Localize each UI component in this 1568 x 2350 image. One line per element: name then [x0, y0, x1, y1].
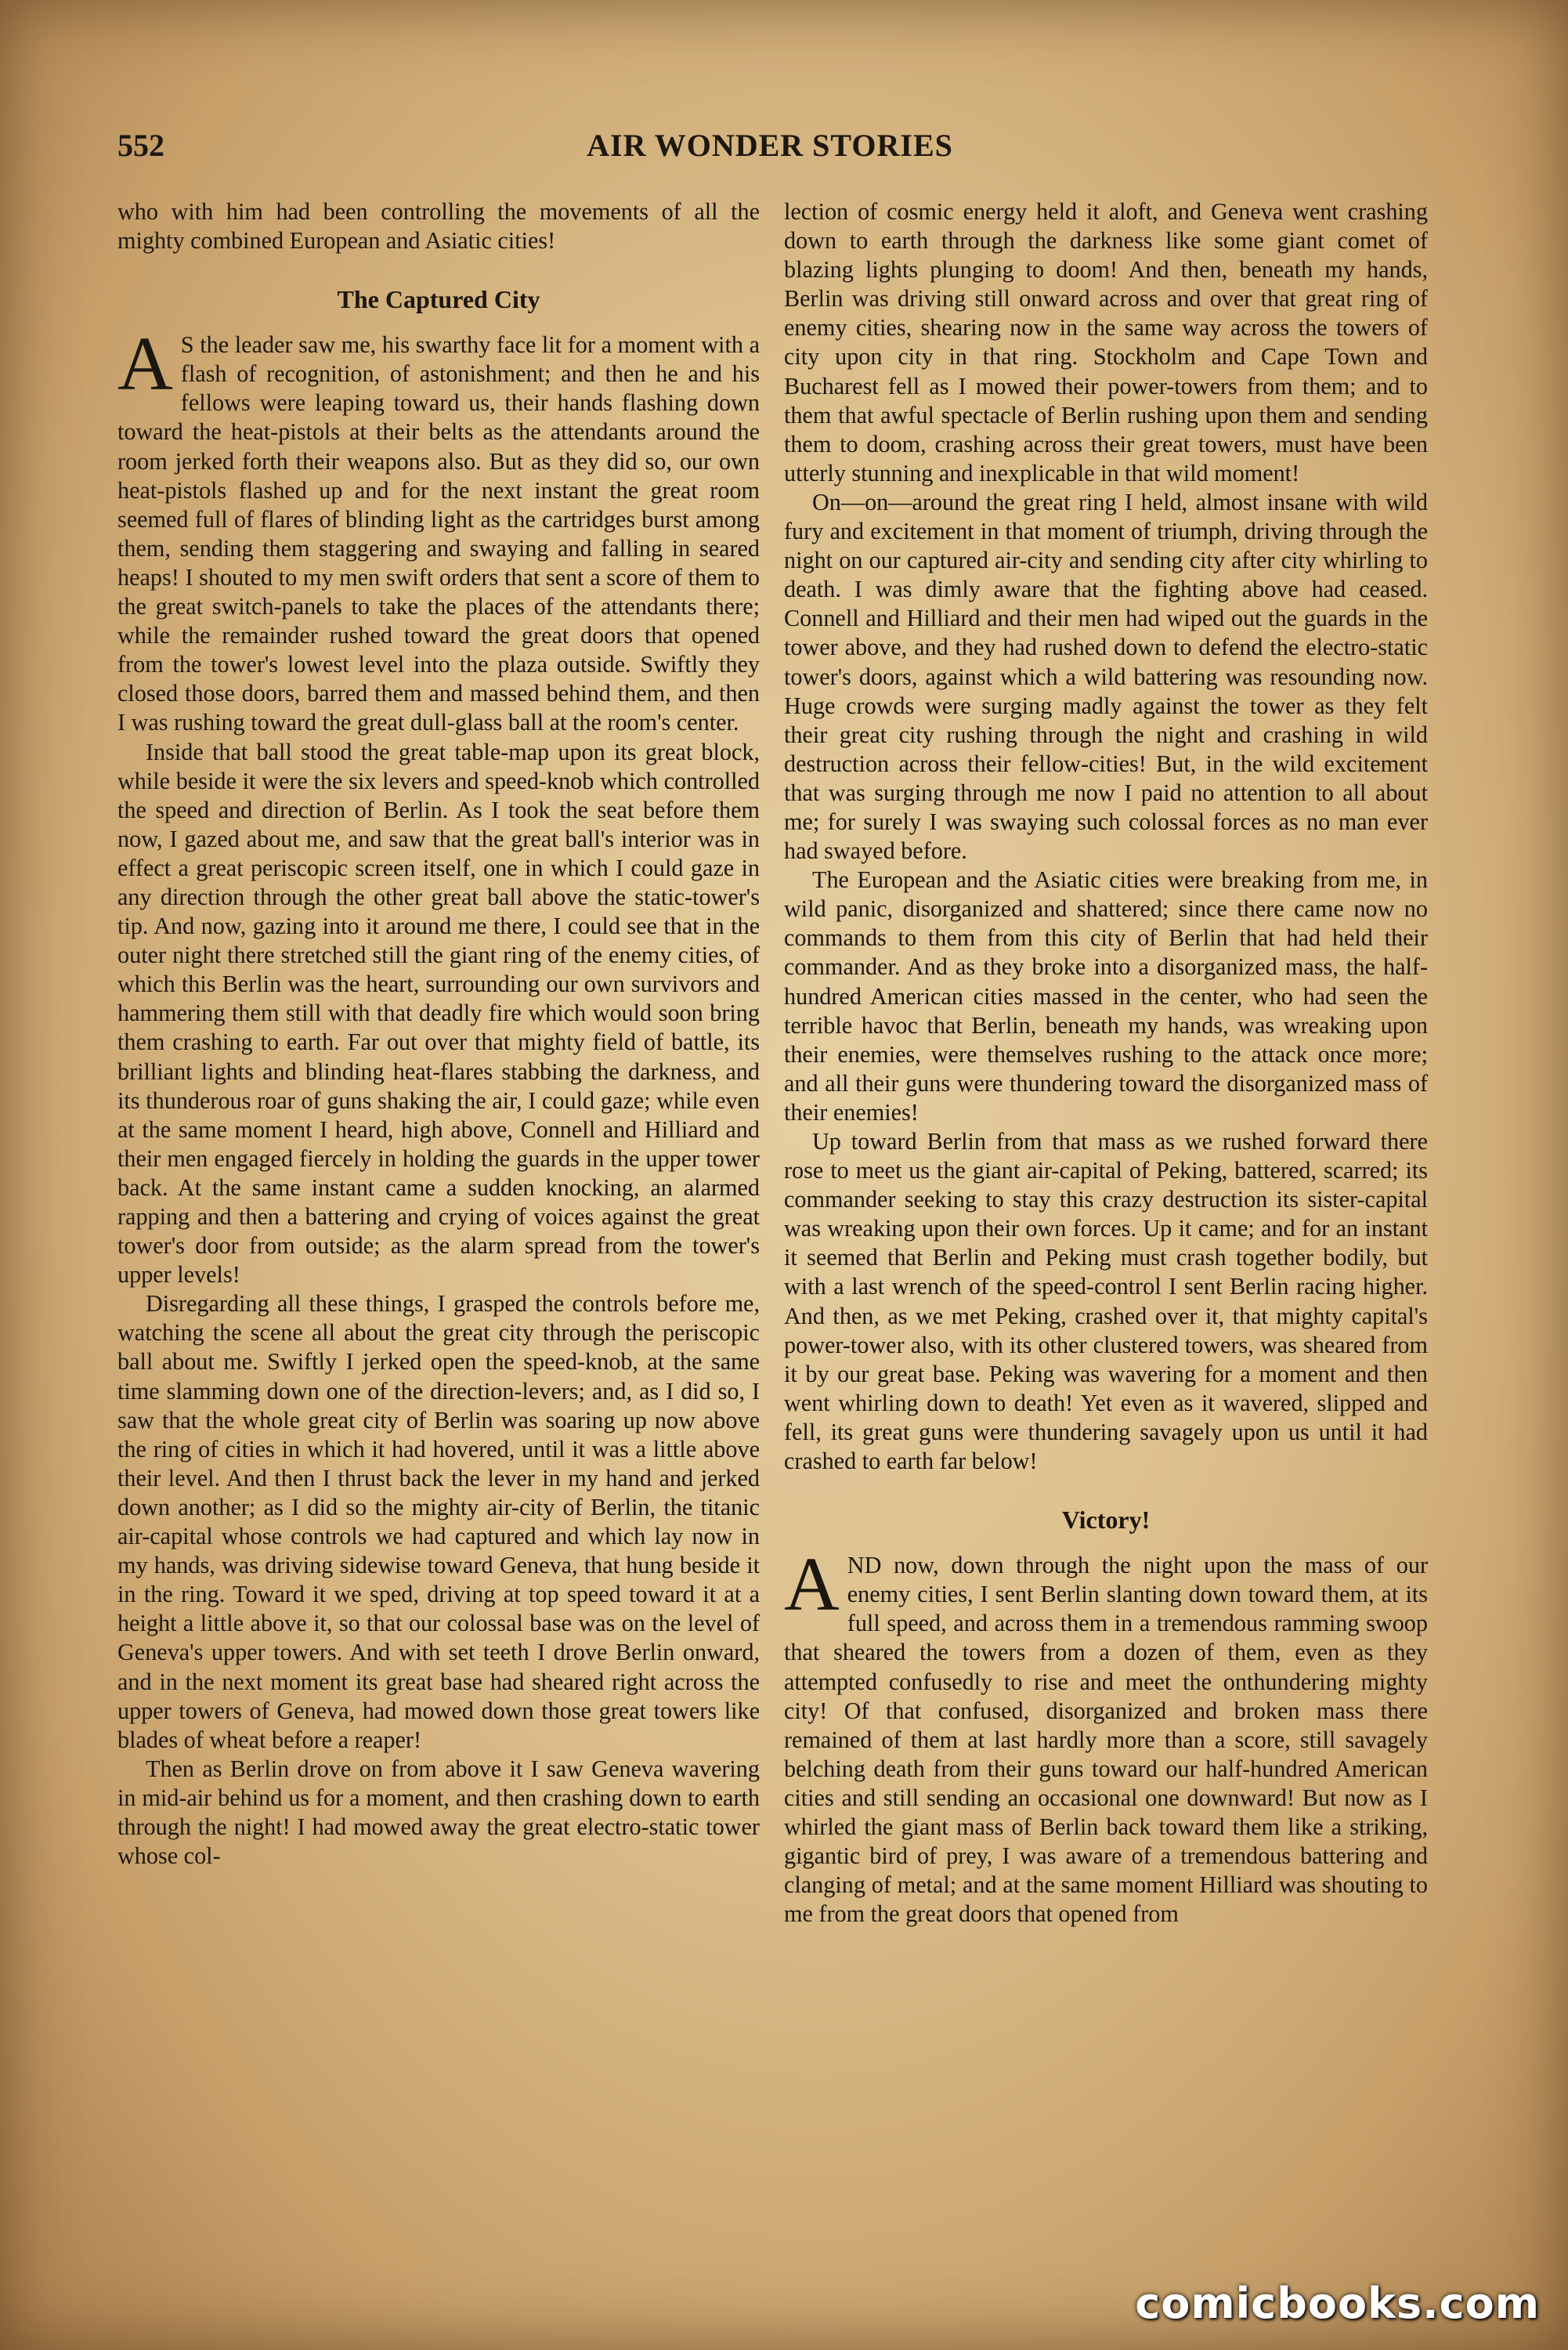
- paragraph-with-dropcap: [784, 1542, 1428, 1929]
- paragraph: Then as Berlin drove on from above it I saw Geneva wavering in mid-air behind us for a moment, and then crashing down to earth through the night! I had mowed away the great electro-static tower whose col-: [117, 1755, 760, 1870]
- paragraph: The European and the Asiatic cities were breaking from me, in wild panic, disorganized and shattered; since there came now no commands to them from this city of Berlin that had held their commander. And as they broke into a disorganized mass, the half-hundred American cities massed in the center, who had seen the terrible havoc that Berlin, beneath my hands, was wreaking upon their enemies, were themselves rushing to the attack once more; and all their guns were thundering toward the disorganized mass of their enemies!: [784, 866, 1428, 1126]
- page-header: [117, 127, 1422, 174]
- site-watermark: comicbooks.com: [1135, 2279, 1540, 2328]
- paragraph: who with him had been controlling the movements of all the mighty combined European and Asiatic cities!: [117, 198, 760, 255]
- paragraph: Up toward Berlin from that mass as we rushed forward there rose to meet us the giant air-capital of Peking, battered, scarred; its commander seeking to stay this crazy destruction its sister-capital was wreaking upon their own forces. Up it came; and for an instant it seemed that Berlin and Peking must crash together bodily, but with a last wrench of the speed-control I sent Berlin racing higher. And then, as we met Peking, crashed over it, that mighty capital's power-tower also, with its other clustered towers, was sheared from it by our great base. Peking was wavering for a moment and then went whirling down to death! Yet even as it wavered, slipped and fell, its great guns were thundering savagely upon us until it had crashed to earth far below!: [784, 1128, 1428, 1475]
- drop-cap: A: [117, 322, 173, 407]
- paragraph-with-dropcap: [117, 322, 760, 737]
- page-number: 552: [117, 128, 164, 163]
- paragraph-text: S the leader saw me, his swarthy face lit for a moment with a flash of recognition, of astonishment; and then he and his fellows were leaping toward us, their hands flashing down toward the heat-pistols at their belts as the attendants around the room jerked forth their weapons also. But as they did so, our own heat-pistols flashed up and for the next instant the great room seemed full of flares of blinding light as the cartridges burst among them, sending them staggering and swaying and falling in seared heaps! I shouted to my men swift orders that sent a score of them to the great switch-panels to take the places of the attendants there; while the remainder rushed toward the great doors that opened from the tower's lowest level into the plaza outside. Swiftly they closed those doors, barred them and massed behind them, and then I was rushing toward the great dull-glass ball at the room's center.: [117, 331, 760, 736]
- paragraph: Disregarding all these things, I grasped the controls before me, watching the scene all about the great city through the periscopic ball about me. Swiftly I jerked open the speed-knob, at the same time slamming down one of the direction-levers; and, as I did so, I saw that the whole great city of Berlin was soaring up now above the ring of cities in which it had hovered, until it was a little above their level. And then I thrust back the lever in my hand and jerked down another; as I did so the mighty air-city of Berlin, the titanic air-capital whose controls we had captured and which lay now in my hands, was driving sidewise toward Geneva, that hung beside it in the ring. Toward it we sped, driving at top speed toward it at a height a little above it, so that our colossal base was on the level of Geneva's upper towers. And with set teeth I drove Berlin onward, and in the next moment its great base had sheared right across the upper towers of Geneva, had mowed down those great towers like blades of wheat before a reaper!: [117, 1290, 760, 1753]
- paragraph: lection of cosmic energy held it aloft, and Geneva went crashing down to earth through the darkness like some giant comet of blazing lights plunging to doom! And then, beneath my hands, Berlin was driving still onward across and over that great ring of enemy cities, shearing now in the same way across the towers of city upon city in that ring. Stockholm and Cape Town and Bucharest fell as I mowed their power-towers from them; and to them that awful spectacle of Berlin rushing upon them and sending them to doom, crashing across their great towers, must have been utterly stunning and inexplicable in that wild moment!: [784, 198, 1428, 486]
- paragraph: Inside that ball stood the great table-map upon its great block, while beside it were the six levers and speed-knob which controlled the speed and direction of Berlin. As I took the seat before them now, I gazed about me, and saw that the great ball's interior was in effect a great periscopic screen itself, one in which I could gaze in any direction through the other great ball above the static-tower's tip. And now, gazing into it around me there, I could see that in the outer night there stretched still the giant ring of the enemy cities, of which this Berlin was the heart, surrounding our own survivors and hammering them still with that deadly fire which would soon bring them crashing to earth. Far out over that mighty field of battle, its brilliant lights and blinding heat-flares stabbing the darkness, and its thunderous roar of guns shaking the air, I could gaze; while even at the same moment I heard, high above, Connell and Hilliard and their men engaged fiercely in holding the guards in the upper tower back. At the same instant came a sudden knocking, an alarmed rapping and then a battering and crying of voices against the great tower's door from outside; as the alarm spread from the tower's upper levels!: [117, 738, 760, 1289]
- paragraph-text: ND now, down through the night upon the mass of our enemy cities, I sent Berlin slanting down toward them, at its full speed, and across them in a tremendous ramming swoop that sheared the towers from a dozen of them, even as they attempted confusedly to rise and meet the onthundering mighty city! Of that confused, disorganized and broken mass there remained of them at last hardly more than a score, still savagely belching death from their guns toward our half-hundred American cities and still sending an occasional one downward! But now as I whirled the giant mass of Berlin back toward them like a striking, gigantic bird of prey, I was aware of a tremendous battering and clanging of metal; and at the same moment Hilliard was shouting to me from the great doors that opened from: [784, 1552, 1428, 1928]
- paragraph: On—on—around the great ring I held, almost insane with wild fury and excitement in that moment of triumph, driving through the night on our captured air-city and sending city after city whirling to death. I was dimly aware that the fighting above had ceased. Connell and Hilliard and their men had wiped out the guards in the tower above, and they had rushed down to defend the electro-static tower's doors, against which a wild battering was resounding now. Huge crowds were surging madly against the tower as they felt their great city rushing through the night and crashing in wild destruction across their fellow-cities! But, in the wild excitement that was surging through me now I paid no attention to all about me; for surely I was swaying such colossal forces as no man ever had swayed before.: [784, 488, 1428, 865]
- magazine-title: AIR WONDER STORIES: [587, 128, 953, 163]
- right-column: [784, 197, 1428, 2164]
- section-heading-captured-city: The Captured City: [337, 285, 540, 314]
- section-heading-victory: Victory!: [1061, 1506, 1151, 1535]
- left-column: [117, 197, 760, 2164]
- drop-cap: A: [784, 1542, 840, 1628]
